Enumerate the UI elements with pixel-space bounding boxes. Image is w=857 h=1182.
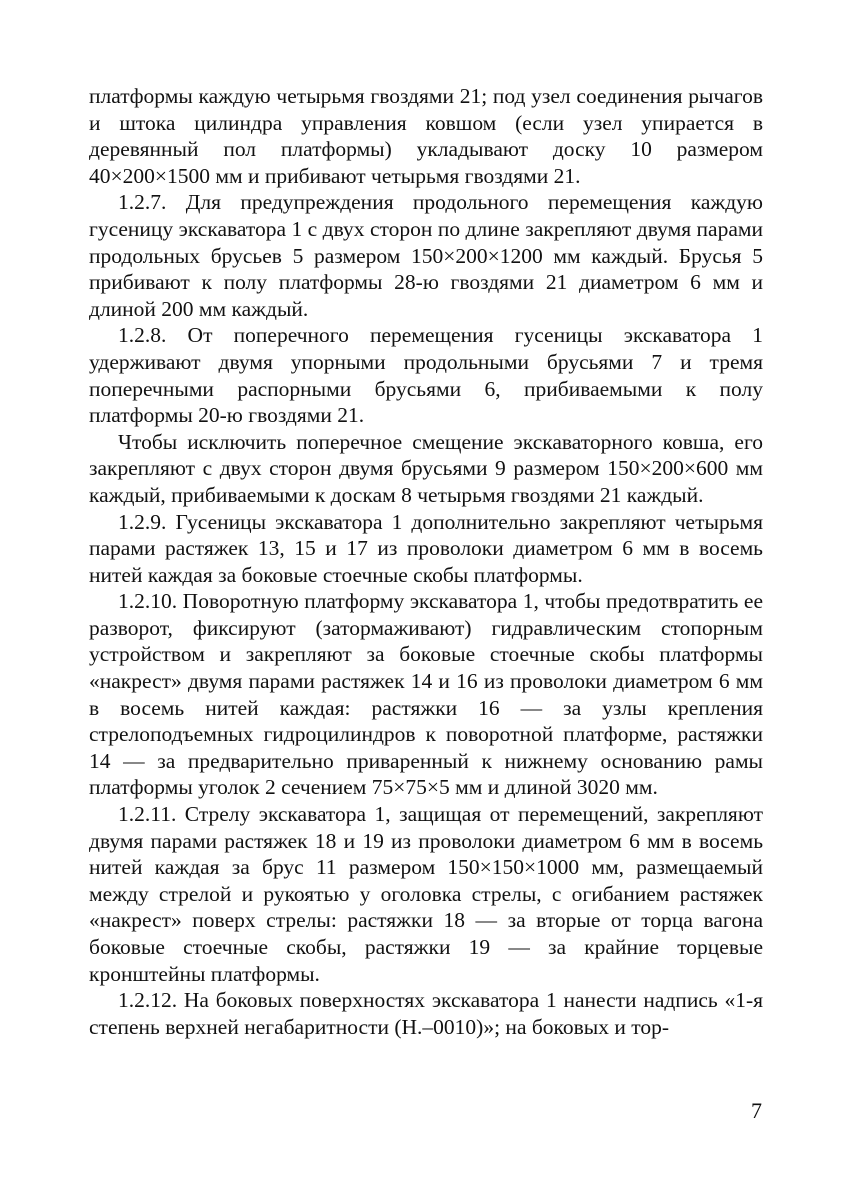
paragraph-continuation: платформы каждую четырьмя гвоздями 21; под узел соединения рычагов и штока цилиндра управления ковшом (если узел упирается в деревянный пол платформы) укладывают доску 10 размером 40×200×1500 мм и прибивают четырьмя гвоздями 21. (89, 84, 763, 188)
paragraph-1-2-11: 1.2.11. Стрелу экскаватора 1, защищая от перемещений, закрепляют двумя парами растяжек 18 и 19 из проволоки диаметром 6 мм в восемь нитей каждая за брус 11 размером 150×150×1000 мм, размещаемый между стрелой и рукоятью у оголовка стрелы, с огибанием растяжек «накрест» поверх стрелы: растяжки 18 — за вторые от торца вагона боковые стоечные скобы, растяжки 19 — за крайние торцевые кронштейны платформы. (89, 802, 763, 986)
paragraph-1-2-8: 1.2.8. От поперечного перемещения гусеницы экскаватора 1 удерживают двумя упорными продольными брусьями 7 и тремя поперечными распорными брусьями 6, прибиваемыми к полу платформы 20-ю гвоздями 21. (89, 323, 763, 428)
paragraph-bucket-fixing: Чтобы исключить поперечное смещение экскаваторного ковша, его закрепляют с двух сторон двумя брусьями 9 размером 150×200×600 мм каждый, прибиваемыми к доскам 8 четырьмя гвоздями 21 каждый. (89, 429, 763, 507)
paragraph-1-2-10: 1.2.10. Поворотную платформу экскаватора 1, чтобы предотвратить ее разворот, фиксируют (затормаживают) гидравлическим стопорным устройством и закрепляют за боковые стоечные скобы платформы «накрест» двумя парами растяжек 14 и 16 из проволоки диаметром 6 мм в восемь нитей каждая: растяжки 16 — за узлы крепления стрелоподъемных гидроцилиндров к поворотной платформе, растяжки 14 — за предварительно приваренный к нижнему основанию рамы платформы уголок 2 сечением 75×75×5 мм и длиной 3020 мм. (89, 589, 763, 800)
paragraph-1-2-9: 1.2.9. Гусеницы экскаватора 1 дополнительно закрепляют четырьмя парами растяжек 13, 15 и 17 из проволоки диаметром 6 мм в восемь нитей каждая за боковые стоечные скобы платформы. (89, 509, 763, 587)
paragraph-1-2-7: 1.2.7. Для предупреждения продольного перемещения каждую гусеницу экскаватора 1 с двух сторон по длине закрепляют двумя парами продольных брусьев 5 размером 150×200×1200 мм каждый. Брусья 5 прибивают к полу платформы 28-ю гвоздями 21 диаметром 6 мм и длиной 200 мм каждый. (89, 190, 763, 321)
paragraph-1-2-12: 1.2.12. На боковых поверхностях экскаватора 1 нанести надпись «1-я степень верхней негабаритности (Н.–0010)»; на боковых и тор- (89, 988, 763, 1039)
document-page (89, 83, 763, 1040)
page-number: 7 (751, 1098, 762, 1123)
